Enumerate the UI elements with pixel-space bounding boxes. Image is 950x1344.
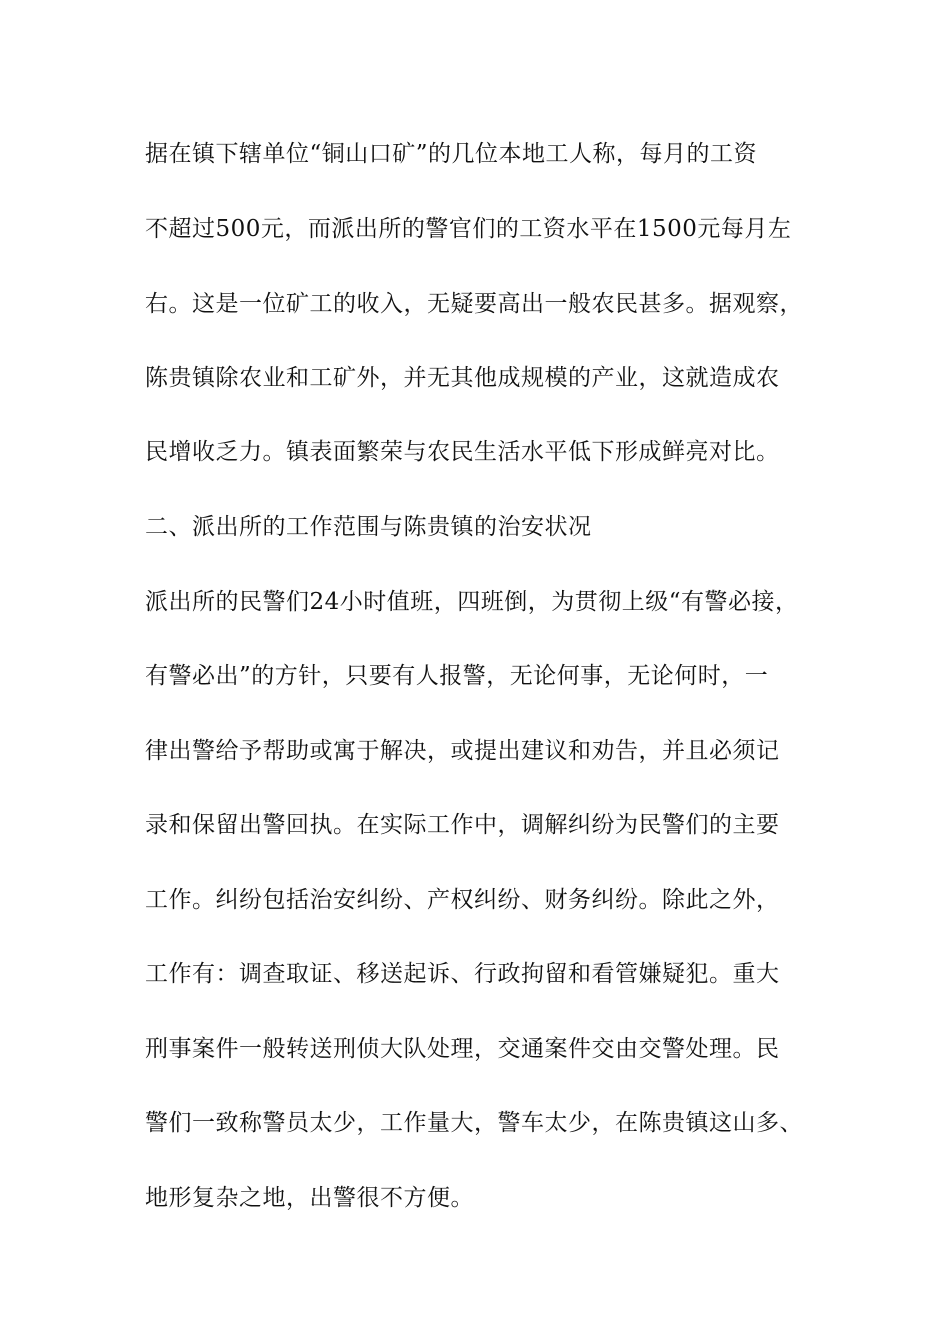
paragraph-line-8: 律出警给予帮助或寓于解决，或提出建议和劝告，并且必须记	[145, 738, 780, 764]
paragraph-line-11: 工作有：调查取证、移送起诉、行政拘留和看管嫌疑犯。重大	[145, 961, 780, 987]
paragraph-line-2: 不超过500元，而派出所的警官们的工资水平在1500元每月左	[145, 216, 792, 242]
paragraph-line-7: 有警必出”的方针，只要有人报警，无论何事，无论何时，一	[145, 663, 769, 689]
paragraph-line-9: 录和保留出警回执。在实际工作中，调解纠纷为民警们的主要	[145, 812, 780, 838]
paragraph-line-4: 陈贵镇除农业和工矿外，并无其他成规模的产业，这就造成农	[145, 365, 780, 391]
paragraph-line-1: 据在镇下辖单位“铜山口矿”的几位本地工人称，每月的工资	[145, 141, 758, 167]
paragraph-line-6: 派出所的民警们24小时值班，四班倒，为贯彻上级“有警必接，	[145, 589, 799, 615]
paragraph-line-3: 右。这是一位矿工的收入，无疑要高出一般农民甚多。据观察，	[145, 291, 803, 317]
paragraph-line-5: 民增收乏力。镇表面繁荣与农民生活水平低下形成鲜亮对比。	[145, 439, 780, 465]
paragraph-line-14: 地形复杂之地，出警很不方便。	[145, 1185, 474, 1211]
paragraph-line-10: 工作。纠纷包括治安纠纷、产权纠纷、财务纠纷。除此之外，	[145, 887, 780, 913]
paragraph-line-13: 警们一致称警员太少，工作量大，警车太少，在陈贵镇这山多、	[145, 1110, 803, 1136]
paragraph-line-12: 刑事案件一般转送刑侦大队处理，交通案件交由交警处理。民	[145, 1036, 780, 1062]
section-heading: 二、派出所的工作范围与陈贵镇的治安状况	[145, 514, 592, 540]
